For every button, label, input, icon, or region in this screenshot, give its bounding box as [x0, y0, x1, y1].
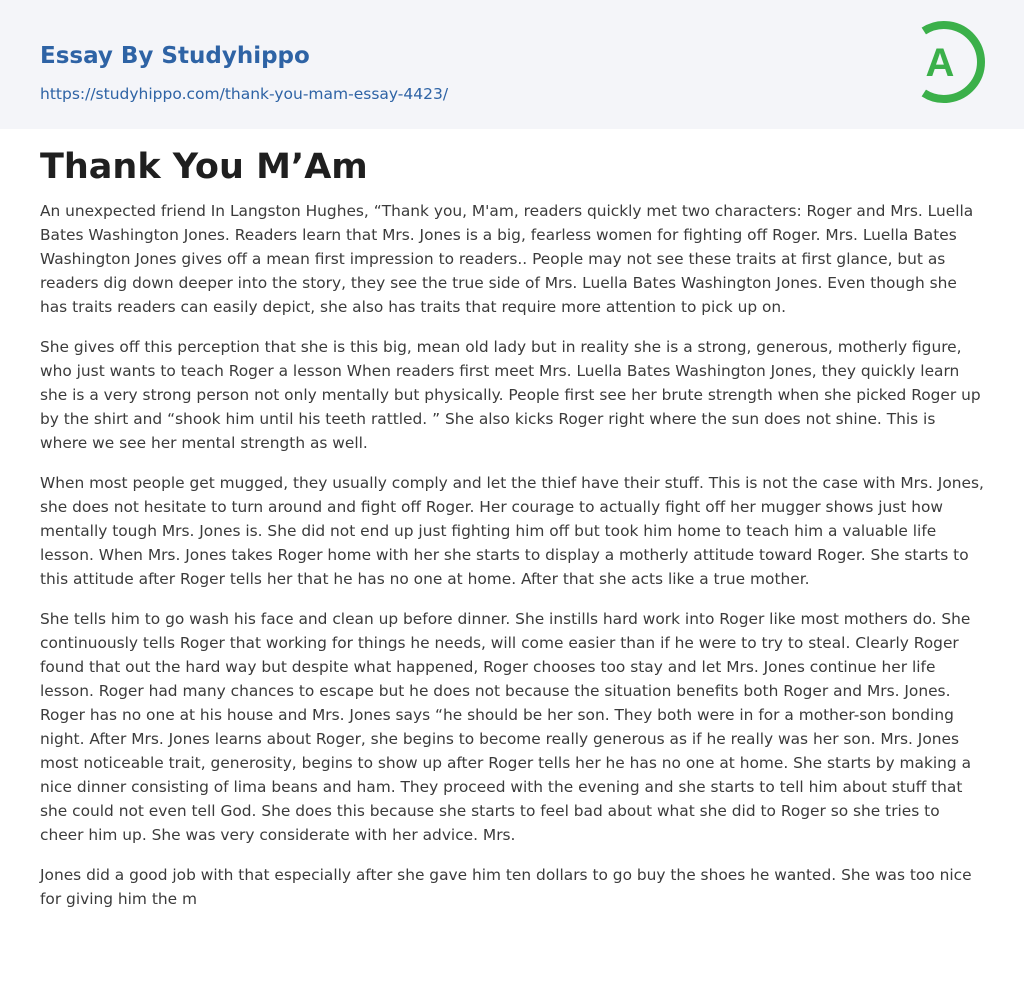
essay-url-link[interactable]: https://studyhippo.com/thank-you-mam-essay-4423/ — [40, 85, 449, 103]
essay-paragraph-2: She gives off this perception that she is this big, mean old lady but in reality she is a strong, generous, motherly figure, who just wants to teach Roger a lesson When readers first meet Mrs. Luella Bates Washington Jones, they quickly learn she is a very strong person not only mentally but physically. People first see her brute strength when she picked Roger up by the shirt and “shook him until his teeth rattled. ” She also kicks Roger right where the sun does not shine. This is where we see her mental strength as well. — [40, 338, 981, 452]
essay-paragraph-4: She tells him to go wash his face and clean up before dinner. She instills hard work into Roger like most mothers do. She continuously tells Roger that working for things he needs, will come easier than if he were to try to steal. Clearly Roger found that out the hard way but despite what happened, Roger chooses too stay and let Mrs. Jones continue her life lesson. Roger had many chances to escape but he does not because the situation benefits both Roger and Mrs. Jones. Roger has no one at his house and Mrs. Jones says “he should be her son. They both were in for a mother-son bonding night. After Mrs. Jones learns about Roger, she begins to become really generous as if he really was her son. Mrs. Jones most noticeable trait, generosity, begins to show up after Roger tells her he has no one at home. She starts by making a nice dinner consisting of lima beans and ham. They proceed with the evening and she starts to tell him about stuff that she could not even tell God. She does this because she starts to feel bad about what she did to Roger so she tries to cheer him up. She was very considerate with her advice. Mrs. — [40, 610, 971, 844]
site-brand[interactable]: Essay By Studyhippo — [40, 43, 310, 69]
studyhippo-logo-icon[interactable] — [910, 18, 990, 106]
page-header — [0, 0, 1024, 129]
essay-paragraph-3: When most people get mugged, they usually comply and let the thief have their stuff. This is not the case with Mrs. Jones, she does not hesitate to turn around and fight off Roger. Her courage to actually fight off her mugger shows just how mentally tough Mrs. Jones is. She did not end up just fighting him off but took him home to teach him a valuable life lesson. When Mrs. Jones takes Roger home with her she starts to display a motherly attitude toward Roger. She starts to this attitude after Roger tells her that he has no one at home. After that she acts like a true mother. — [40, 474, 984, 588]
essay-paragraph-1: An unexpected friend In Langston Hughes, “Thank you, M'am, readers quickly met two characters: Roger and Mrs. Luella Bates Washington Jones. Readers learn that Mrs. Jones is a big, fearless women for fighting off Roger. Mrs. Luella Bates Washington Jones gives off a mean first impression to readers.. People may not see these traits at first glance, but as readers dig down deeper into the story, they see the true side of Mrs. Luella Bates Washington Jones. Even though she has traits readers can easily depict, she also has traits that require more attention to pick up on. — [40, 202, 974, 316]
essay-paragraph-5: Jones did a good job with that especially after she gave him ten dollars to go buy the shoes he wanted. She was too nice for giving him the m — [40, 866, 972, 908]
essay-content — [40, 143, 986, 911]
svg-text:A: A — [925, 41, 955, 85]
essay-title: Thank You M’Am — [40, 147, 368, 187]
